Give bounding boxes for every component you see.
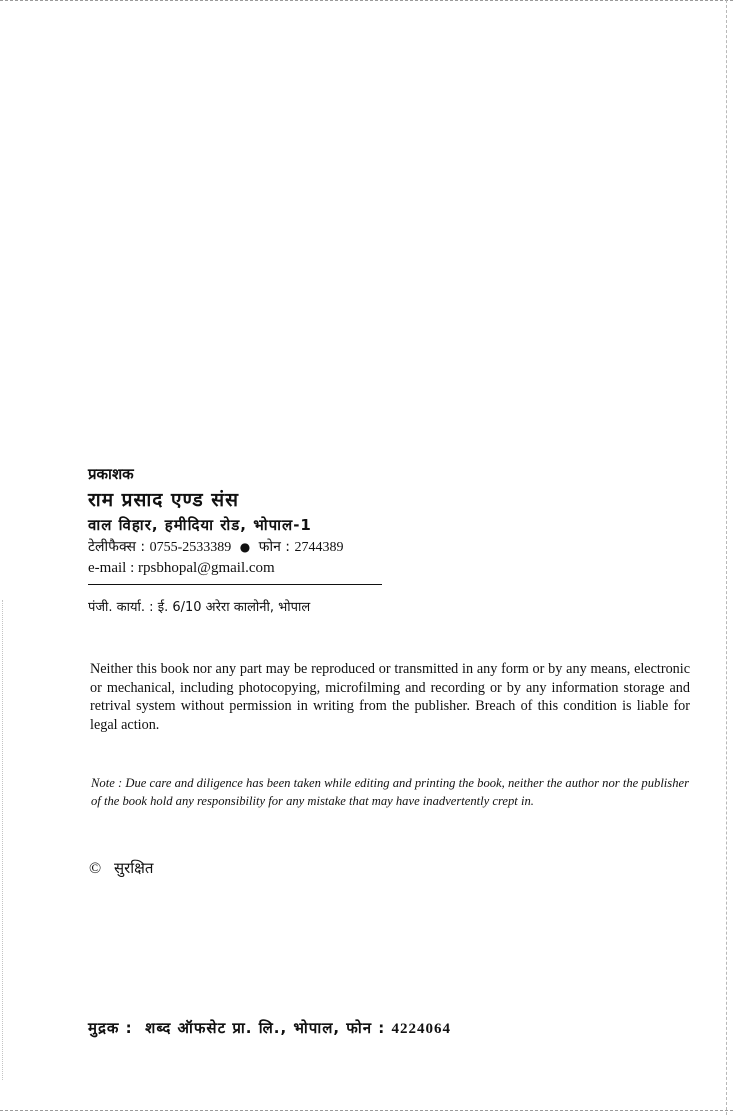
email-address: rpsbhopal@gmail.com — [137, 560, 275, 576]
scan-edge-right — [724, 0, 727, 1115]
printer-line — [88, 1018, 451, 1038]
scan-edge-bottom — [0, 1108, 733, 1111]
email-label: e-mail : — [88, 560, 135, 576]
copyright-notice: Neither this book nor any part may be reproduced or transmitted in any form or by any means, electronic or mechanical, including photocopying, microfilming and recording or by any information storage and retrival system without permission in writing from the publisher. Breach of this condition is liable for legal action. — [90, 661, 690, 733]
registered-office: पंजी. कार्या. : ई. 6/10 अरेरा कालोनी, भोपाल — [88, 600, 311, 615]
printer-name: शब्द ऑफसेट प्रा. लि., भोपाल, फोन : — [145, 1019, 386, 1037]
printer-label: मुद्रक : — [88, 1019, 133, 1037]
scan-edge-top — [0, 0, 733, 4]
phone-label: फोन : — [258, 539, 291, 555]
telefax-label: टेलीफैक्स : — [88, 539, 146, 555]
telefax-number: 0755-2533389 — [149, 540, 232, 555]
email-line — [88, 560, 275, 577]
scan-edge-left — [2, 600, 5, 1080]
phone-number: 2744389 — [294, 540, 344, 555]
publisher-name: राम प्रसाद एण्ड संस — [88, 489, 239, 511]
contact-line — [88, 537, 343, 556]
publisher-address: वाल विहार, हमीदिया रोड, भोपाल-1 — [88, 516, 312, 534]
publisher-label: प्रकाशक — [88, 465, 134, 483]
copyright-symbol: © — [89, 860, 102, 877]
rights-reserved — [89, 858, 153, 878]
bullet-separator: ● — [239, 540, 251, 554]
printer-phone: 4224064 — [391, 1021, 452, 1037]
rights-reserved-text: सुरक्षित — [113, 859, 154, 877]
disclaimer-note: Note : Due care and diligence has been taken while editing and printing the book, neither the author nor the publisher of the book hold any responsibility for any mistake that may have inadvertently crept in. — [91, 776, 689, 808]
divider-rule — [88, 584, 382, 585]
